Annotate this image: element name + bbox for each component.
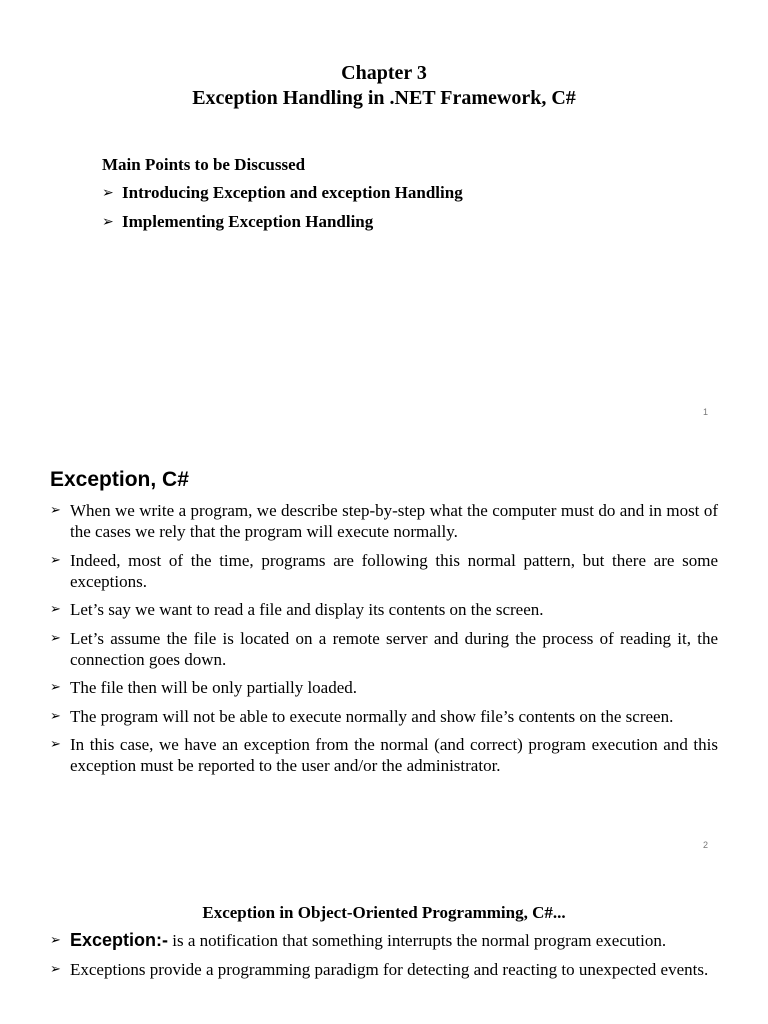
arrow-bullet-icon: ➢ xyxy=(50,552,61,568)
list-item xyxy=(50,628,718,670)
slide-title: Exception, C# xyxy=(50,468,189,491)
slide-title: Exception in Object-Oriented Programming, C#... xyxy=(202,903,566,922)
arrow-bullet-icon: ➢ xyxy=(50,933,61,948)
main-point-text: Introducing Exception and exception Handling xyxy=(122,183,463,202)
bullet-text: Let’s assume the file is located on a remote server and during the process of reading it, the connection goes down. xyxy=(70,628,718,669)
keyword: Exception:- xyxy=(70,930,169,950)
arrow-bullet-icon: ➢ xyxy=(50,680,61,695)
list-item xyxy=(50,959,718,980)
page-number: 2 xyxy=(702,840,708,850)
bullet-list xyxy=(50,500,718,784)
bullet-list xyxy=(50,930,718,987)
arrow-bullet-icon: ➢ xyxy=(50,630,61,646)
list-item xyxy=(50,500,718,542)
definition-text: is a notification that something interrupts the normal program execution. xyxy=(168,931,667,950)
arrow-bullet-icon: ➢ xyxy=(50,708,61,724)
bullet-text xyxy=(70,930,718,951)
list-item xyxy=(50,550,718,592)
list-item xyxy=(50,734,718,776)
bullet-text: In this case, we have an exception from the normal (and correct) program execution and this exception must be reported to the user and/or the administrator. xyxy=(70,735,718,775)
slide-1 xyxy=(0,0,768,432)
arrow-bullet-icon: ➢ xyxy=(50,503,61,518)
list-item xyxy=(102,182,463,211)
bullet-text: When we write a program, we describe step-by-step what the computer must do and in most of the cases we rely that the program will execute normally. xyxy=(70,501,718,541)
list-item xyxy=(50,930,718,951)
page-number: 1 xyxy=(702,407,708,417)
slide-2 xyxy=(0,432,768,864)
arrow-bullet-icon: ➢ xyxy=(50,961,61,977)
arrow-bullet-icon: ➢ xyxy=(102,214,114,230)
list-item xyxy=(102,211,463,240)
chapter-label: Chapter 3 xyxy=(341,62,427,84)
main-points-list xyxy=(102,182,463,240)
bullet-text: The program will not be able to execute normally and show file’s contents on the screen. xyxy=(70,706,674,726)
main-points-heading: Main Points to be Discussed xyxy=(102,155,306,174)
arrow-bullet-icon: ➢ xyxy=(102,185,114,201)
list-item xyxy=(50,677,718,698)
bullet-text: Exceptions provide a programming paradigm for detecting and reacting to unexpected events. xyxy=(70,959,709,979)
bullet-text: Indeed, most of the time, programs are following this normal pattern, but there are some exceptions. xyxy=(70,550,718,591)
bullet-text: The file then will be only partially loaded. xyxy=(70,678,358,697)
list-item xyxy=(50,706,718,727)
slide-3 xyxy=(0,864,768,1024)
arrow-bullet-icon: ➢ xyxy=(50,602,61,617)
main-point-text: Implementing Exception Handling xyxy=(122,212,374,231)
arrow-bullet-icon: ➢ xyxy=(50,737,61,752)
list-item xyxy=(50,599,718,620)
chapter-title: Exception Handling in .NET Framework, C# xyxy=(192,87,576,109)
bullet-text: Let’s say we want to read a file and display its contents on the screen. xyxy=(70,600,544,619)
